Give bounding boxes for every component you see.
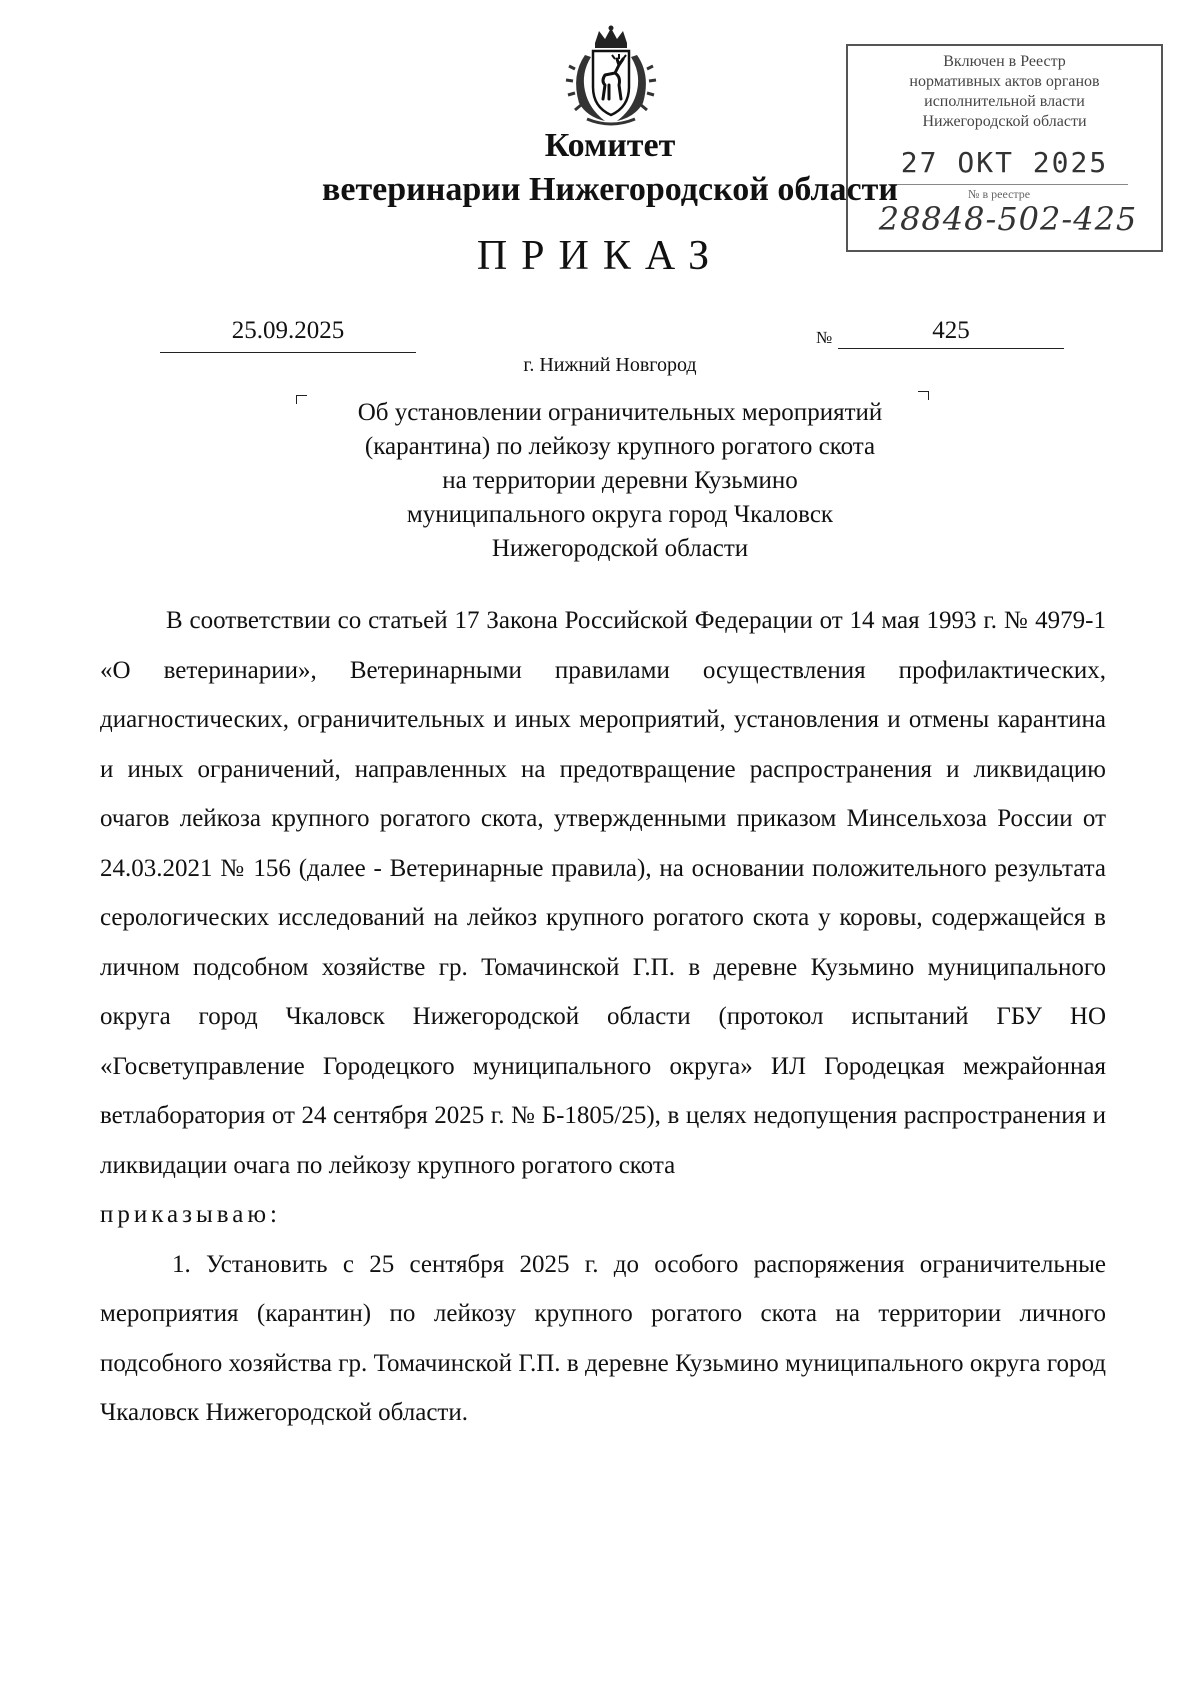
stamp-date: 27 ОКТ 2025 [900,146,1109,179]
number-underline [838,348,1064,349]
document-city: г. Нижний Новгород [523,354,697,376]
org-name-line-1: Комитет [544,127,676,164]
stamp-reg-number: 28848-502-425 [878,200,1138,238]
document-date: 25.09.2025 [231,317,345,344]
order-word: приказываю: [100,1201,281,1228]
subject-line: Об установлении ограничительных мероприятий [357,399,883,426]
stamp-reg-label: № в реестре [968,187,1031,201]
document-number: 425 [932,317,970,344]
preamble-paragraph: В соответствии со статьей 17 Закона Российской Федерации от 14 мая 1993 г. № 4979-1 «О ветеринарии», Ветеринарными правилами осуществления профилактических, диагностических, ограничительных и иных мероприятий, установления и отмены карантина и иных ограничений, направленных на предотвращение распространения и ликвидацию очагов лейкоза крупного рогатого скота, утвержденными приказом Минсельхоза России от 24.03.2021 № 156 (далее - Ветеринарные правила), на основании положительного результата серологических исследований на лейкоз крупного рогатого скота у коровы, содержащейся в личном подсобном хозяйстве гр. Томачинской Г.П. в деревне Кузьмино муниципального округа город Чкаловск Нижегородской области (протокол испытаний ГБУ НО «Госветуправление Городецкого муниципального округа» ИЛ Городецкая межрайонная ветлаборатория от 24 сентября 2025 г. № Б-1805/25), в целях недопущения распространения и ликвидации очага по лейкозу крупного рогатого скота [100,607,1106,1179]
subject-line: (карантина) по лейкозу крупного рогатого скота [364,433,876,460]
order-item-1: 1. Установить с 25 сентября 2025 г. до особого распоряжения ограничительные мероприятия (карантин) по лейкозу крупного рогатого скота на территории личного подсобного хозяйства гр. Томачинской Г.П. в деревне Кузьмино муниципального округа город Чкаловск Нижегородской области. [100,1250,1106,1426]
date-underline [160,352,416,353]
subject-line: муниципального округа город Чкаловск [406,501,834,528]
subject-line: Нижегородской области [491,535,749,562]
stamp-line-2: нормативных актов органов [909,73,1100,90]
coat-of-arms-icon [565,25,657,127]
org-name-line-2: ветеринарии Нижегородской области [322,171,898,208]
stamp-line-4: Нижегородской области [922,113,1087,130]
number-sign: № [816,328,833,347]
stamp-line-1: Включен в Реестр [943,53,1066,70]
document-subject [300,396,940,566]
document-type: ПРИКАЗ [476,233,724,279]
stamp-line-3: исполнительной власти [924,93,1085,110]
subject-line: на территории деревни Кузьмино [442,467,798,494]
document-body [100,596,1106,1438]
